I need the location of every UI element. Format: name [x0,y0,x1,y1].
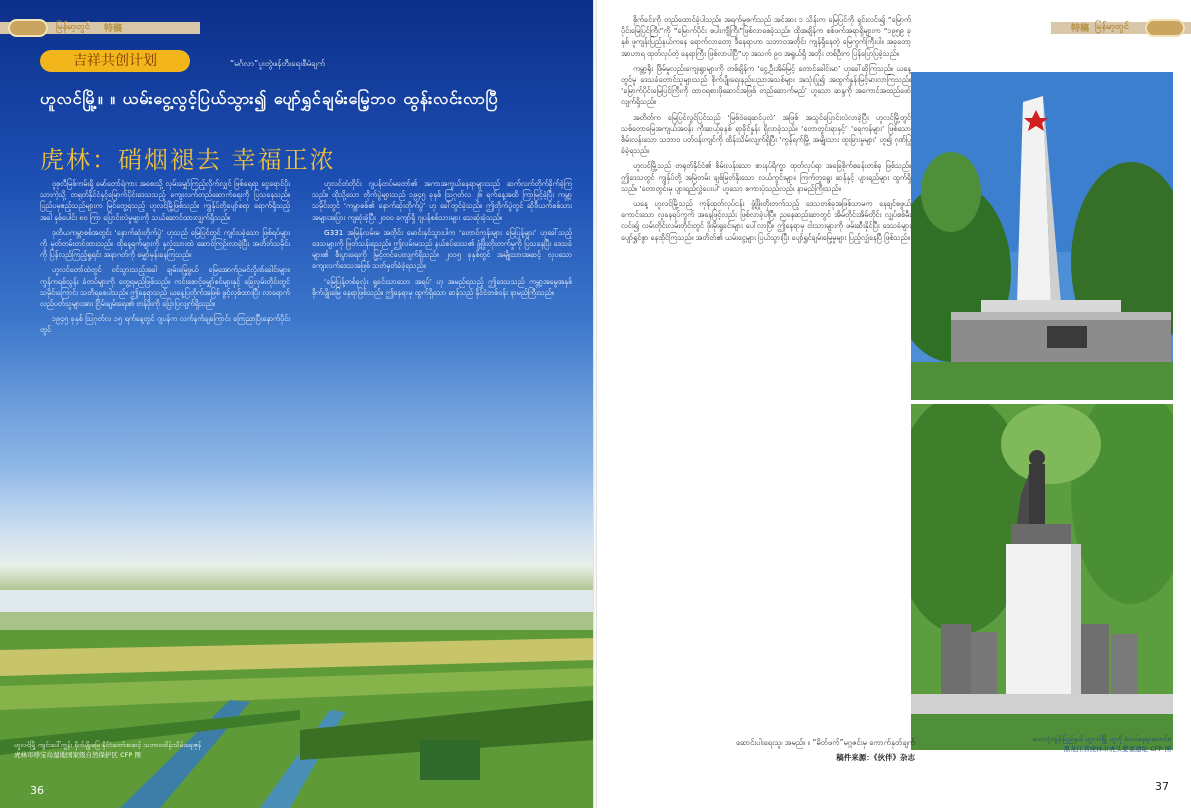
title-chinese: 虎林：硝烟褪去 幸福正浓 [40,146,336,174]
caption-text: ဟူလင်မြို့ ကျင်းပေါ်ကွန်း စိုက်ပျိုးမြေ နိုင်ငံတော်အဆင့် သဘာဝထိန်းသိမ်းရေးဇုန် [14,741,202,749]
right-column [621,14,911,247]
source-line: 稿件来源：《伙伴》杂志 [836,753,915,762]
caption-text: ဟေးလုံကျန်းပြည်နယ် ဟူလင်မြို့ ဟူတို ခံတပ်နေရာဟောင်း။ [1032,735,1171,743]
paragraph: ဟူလင်တံတိုင်း ဂျပန်တပ်မတော်၏ အကာအကွယ်နေရာများသည် ဆက်လက်တိုက်ခိုက်ခဲ့ကြသည်။ ထိုသို့သော တိုက်ပွဲများသည် ၁၉၄၅ ခုနှစ် ဩဂုတ်လ ၂၆ ရက်နေ့အထိ ကြာမြင့်ခဲ့ပြီး ကမ္ဘာ့သမိုင်းတွင် ‘ကမ္ဘာစစ်၏ နောက်ဆုံးတိုက်ပွဲ’ ဟု ခေါ်တွင်ခဲ့သည်။ ဤတိုက်ပွဲတွင် ဆိုဗီယက်စစ်သား အများအပြား ကျဆုံးခဲ့ပြီး ၂၀၀၀ ကျော်ရှိ ဂျပန်စစ်သားများ သေဆုံးခဲ့သည်။ [312,179,572,222]
header-section-right: မြန်မာ့တွင် [1095,22,1129,32]
header-tag-right: 特稿 [1071,24,1090,34]
book-spine [593,0,597,808]
author-line: ဆောင်းပါးရေးသူ၊ အမည်။ ။ “မိတ်ဖက်”မဂ္ဂဇင်းမှ ကောက်နုတ်ချက် [736,738,915,747]
soldier-statue-photo [911,404,1173,750]
left-page [0,0,595,808]
magazine-logo-right [1145,19,1185,37]
paragraph: ဟူလင်မြို့သည် တရုတ်နိုင်ငံ၏ စိမ်းလန်းသော စားနပ်ရိက္ခာ ထုတ်လုပ်ရာ အခြေစိုက်စခန်းတစ်ခု ဖြစ်သည်။ ဤဒေသတွင် ကျွန်ုပ်တို့ အမြဲတမ်း ချစ်မြတ်နိုးသော လယ်ကွင်းများ၊ ကြက်တူရွေး ဆန်နှင့် ပျားရည်များ ထွက်ရှိသည်။ ‘တောတွင်းမှ ပျားရည်လွှဲပေးပါ’ ဟူသော စကားပုံသည်လည်း နာမည်ကြီးသည်။ [621,161,911,193]
caption-credit: 虎林市珍宝岛湿地国家级自然保护区 CFP 图 [14,751,141,759]
paragraph: အတိတ်က မြေပြင်လွင်ပြင်သည် ‘မြစ်ဝဲရေဆင်ပုလဲ’ အဖြစ် အသွင်ပြောင်းလဲလာခဲ့ပြီး ဟူလင်မြို့တွင် သစ်တောမြေအကျယ်အဝန်း ကိုးဆယ့်ခုနစ် ရာခိုင်နှုန်း ရှိလာခဲ့သည်။ ‘တောတွင်းရာနှင့်’ ‘ရေကန်များ’ ဖြစ်သော စိမ်းလန်းသော သဘာဝ ပတ်ဝန်းကျင်ကို ထိန်းသိမ်းလျက်ရှိပြီး ‘ကွန်ရက်မြို့ အမျိုးသား ထူးခြားမှုများ’ ဟူ၍ ဂုဏ်ပြုခံခဲ့ရသည်။ [621,112,911,156]
header-tag-left: 特稿 [104,24,123,34]
title-burmese: ဟူလင်မြို့။ ။ ယမ်းငွေ့လွင့်ပြယ်သွား၍ ပျော်ရွှင်ချမ်းမြေ့ဘဝ ထွန်းလင်းလာပြီ [40,89,499,108]
magazine-logo-left [8,19,48,37]
paragraph: ဒုတိယကမ္ဘာစစ်အတွင်း ‘နောက်ဆုံးတိုက်ပွဲ’ ဟုသည် မြေပြင်တွင် ကျင်းပခဲ့သော ဖြစ်ရပ်များကို မှတ်တမ်းတင်ထားသည်။ ထိုနေ့ရက်များကို နှလုံးသားထဲ ဆောင်ကြဉ်းလာခဲ့ပြီး အတိတ်သမိုင်းကို ပြန်လည်ကြည့်ရှုရင်း အနာဂတ်ကို မျှော်မှန်းနေကြသည်။ [40,227,290,260]
page-number-left: 36 [30,784,44,797]
paragraph: ဝူစုလီမြစ်ကမ်းရှိ မော်တော်ရဲကား အစေးသို့ လှမ်းမျှော်ကြည့်လိုက်လျှင် ဖြစ်ရေရာ ငွေရောင်ပိုးသားကဲ့သို့ တရုတ်နိုင်ငံနှင့်မြောက်ပိုင်းဒေသသည့် ကျေးလက်တည်ဆောက်ရေးကို ပြသနေသည်။ ပြည်ပမှဧည့်သည်များက မြင်တွေ့ရသည့် ဟူလင်မြို့ဖြစ်သည်။ ကျွန်ုပ်တို့ပျော်စရာ ရောက်ရှိသည့်အခါ နှစ်ပေါင်း ၈၀ ကြာ ပြောင်းလဲမှုများကို သယ်ဆောင်ထားလျှက်ရှိသည်။ [40,179,290,222]
right-photo-caption [925,734,1171,754]
caption-credit: 黑龙江省虎林市虎头要塞遗址 CFP 图 [1063,745,1171,753]
monument-tower-photo [911,72,1173,400]
paragraph: စိုက်ခင်းကို တည်ထောင်ခဲ့ပါသည်။ အရက်မှုစက်သည် အင်အား ၁ သိန်းက မြေပြင်ကို ရှင်းလင်း၍ “မြောက်ပိုင်းမြေပြင်ကြီး”ကို “မြောက်ပိုင်း စပါးကျီကြီး”ဖြစ်လာစေခဲ့သည်။ ထိုအချိန်က စစ်ဖက်အရာရှိများက “၁၉၅၉ ခုနှစ် ဖူကျန်းပြည်နယ်ကနေ ရောက်လာတော့ ဒီနေရာဟာ သဘာဝအတိုင်း ကျန်ရှိနေတဲ့ မြေကွက်ကြီးပါ။ အခုတော့ အာဟာရ ထုတ်လုပ်တဲ့ နေရာကြီး ဖြစ်လာပါပြီ”ဟု အသက် ၉၀ အရွယ်ရှိ အဘိုး တစ်ဦးက ပြန်ပြောပြခဲ့သည်။ [621,15,911,58]
page-number-right: 37 [1155,780,1169,793]
byline: “မင်္ဂလာ”ပူးတွဲဖန်တီးရေးစီမံချက် [230,59,325,68]
left-column-2 [312,178,572,302]
program-label: 吉祥共创计划 [40,50,190,72]
paragraph: ၁၉၄၅ ခုနှစ် ဩဂုတ်လ ၁၅ ရက်နေ့တွင် ဂျပန်က လက်နက်ချကြောင်း ကြေညာပြီးနောက်ပိုင်းတွင် [40,314,290,335]
wetland-landscape-photo [0,590,595,808]
paragraph: ယနေ့ ဟူလင်မြို့သည် ကုန်ထုတ်လုပ်ငန်း ဖွံ့ဖြိုးတိုးတက်သည့် ဒေသတစ်ခုအဖြစ်သာမက နေချင်စဖွယ်ကောင်းသော လူနေရပ်ကွက် အနေဖြင့်လည်း ဖြစ်လာခဲ့ပါပြီ။ ညနေဆည်းဆာတွင် အိမ်တိုင်းအိမ်တိုင်း လျှပ်စစ်မီးလင်း၍ လမ်းတိုင်းလမ်းတိုင်းတွင် ဖိုးမိုးရှုခင်းများ ပေါ်လာပြီ။ ဤနေရာမှ ငါးသားများကို ဖမ်းဆီးနိုင်ပြီး ဒေသခံများ ပျော်ရွှင်စွာ နေထိုင်ကြသည်။ အတိတ်၏ ယမ်းငွေ့များ ပြယ်သွားပြီး ပျော်ရွှင်ချမ်းမြေ့မှုများ ပြည့်လျှံနေပြီ ဖြစ်သည်။ [621,199,911,242]
header-section-left: မြန်မာ့တွင် [56,22,90,32]
left-photo-caption [14,740,274,760]
left-column-1 [40,178,290,340]
paragraph: G331 အမြန်လမ်းမ အတိုင်း မောင်းနှင်သွားပါက ‘တောင်ကုန်းများ မြေပြန့်များ’ ဟုခေါ်သည့် ဒေသများကို ဖြတ်သန်းရသည်။ ဤလမ်းမသည် နယ်စပ်ဒေသ၏ ဖွံ့ဖြိုးတိုးတက်မှုကို ပြသနေပြီး ဒေသခံများ၏ စီးပွားရေးကို မြှင့်တင်ပေးလျက်ရှိသည်။ ၂၀၁၅ ခုနှစ်တွင် အမျိုးသားအဆင့် လှပသော ကျေးလက်ဒေသအဖြစ် သတ်မှတ်ခံခဲ့ရသည်။ [312,227,572,271]
paragraph: ဟူလင်တော်ထဲတွင် ဝင်သွားသည့်အခါ ချမ်းမြေ့ဖွယ် မြေအောက်ဥမင်လှိုဏ်ခေါင်းများ၊ ကွန်ကရစ်သွန်း ခံတပ်များကို တွေ့ရမည်ဖြစ်သည်။ ကင်းစောင့်မျှော်စင်များနှင့် ခြေလှမ်းတိုင်းတွင် သမိုင်းကြောင်း သတိရစေပါသည်။ ဤနေရာသည် ယနေ့ပြတိုက်အဖြစ် ဖွင့်လှစ်ထားပြီး လာရောက်လည်ပတ်သူများအား ငြိမ်းချမ်းရေး၏ တန်ဖိုးကို ပြောပြလျက်ရှိသည်။ [40,265,290,309]
paragraph: ‘မြေပြန့်တစ်ခုလုံး ရှုခင်းသာသော အရပ်’ ဟု အမည်ရသည့် ဤဒေသသည် ကမ္ဘာ့အမွေအနှစ်စိုက်ပျိုးမြေ နေရာဖြစ်သည်။ ဤနေရာမှ ထွက်ရှိသော ဆန်သည် နိုင်ငံတစ်ဝန်း နာမည်ကြီးသည်။ [312,276,572,297]
right-page [595,0,1191,808]
paragraph: ကမ္ဘာ့ရိုး ဖြိမ်မှုလည်းကျေးရွာများကို တစ်ချိန်က ‘ငွေ့ဦးအိမ်မြင့် တောင်ခေါင်းမာ’ ဟုခေါ်ဆိုကြသည်။ ယနေ့တွင်မူ ဒေသခံတောင်သူများသည် စိုက်ပျိုးရေးနည်းပညာအသစ်များ အသုံးပြု၍ အထွက်နှုန်းမြင့်မားလာကြသည်။ ‘မြောက်ပိုင်းမြေပြင်ကြီးကို ထာဝရစားဖိုဆောင်အဖြစ် တည်ဆောက်မည်’ ဟူသော ဆန္ဒကို အကောင်အထည်ဖော်လျက်ရှိသည်။ [621,63,911,107]
